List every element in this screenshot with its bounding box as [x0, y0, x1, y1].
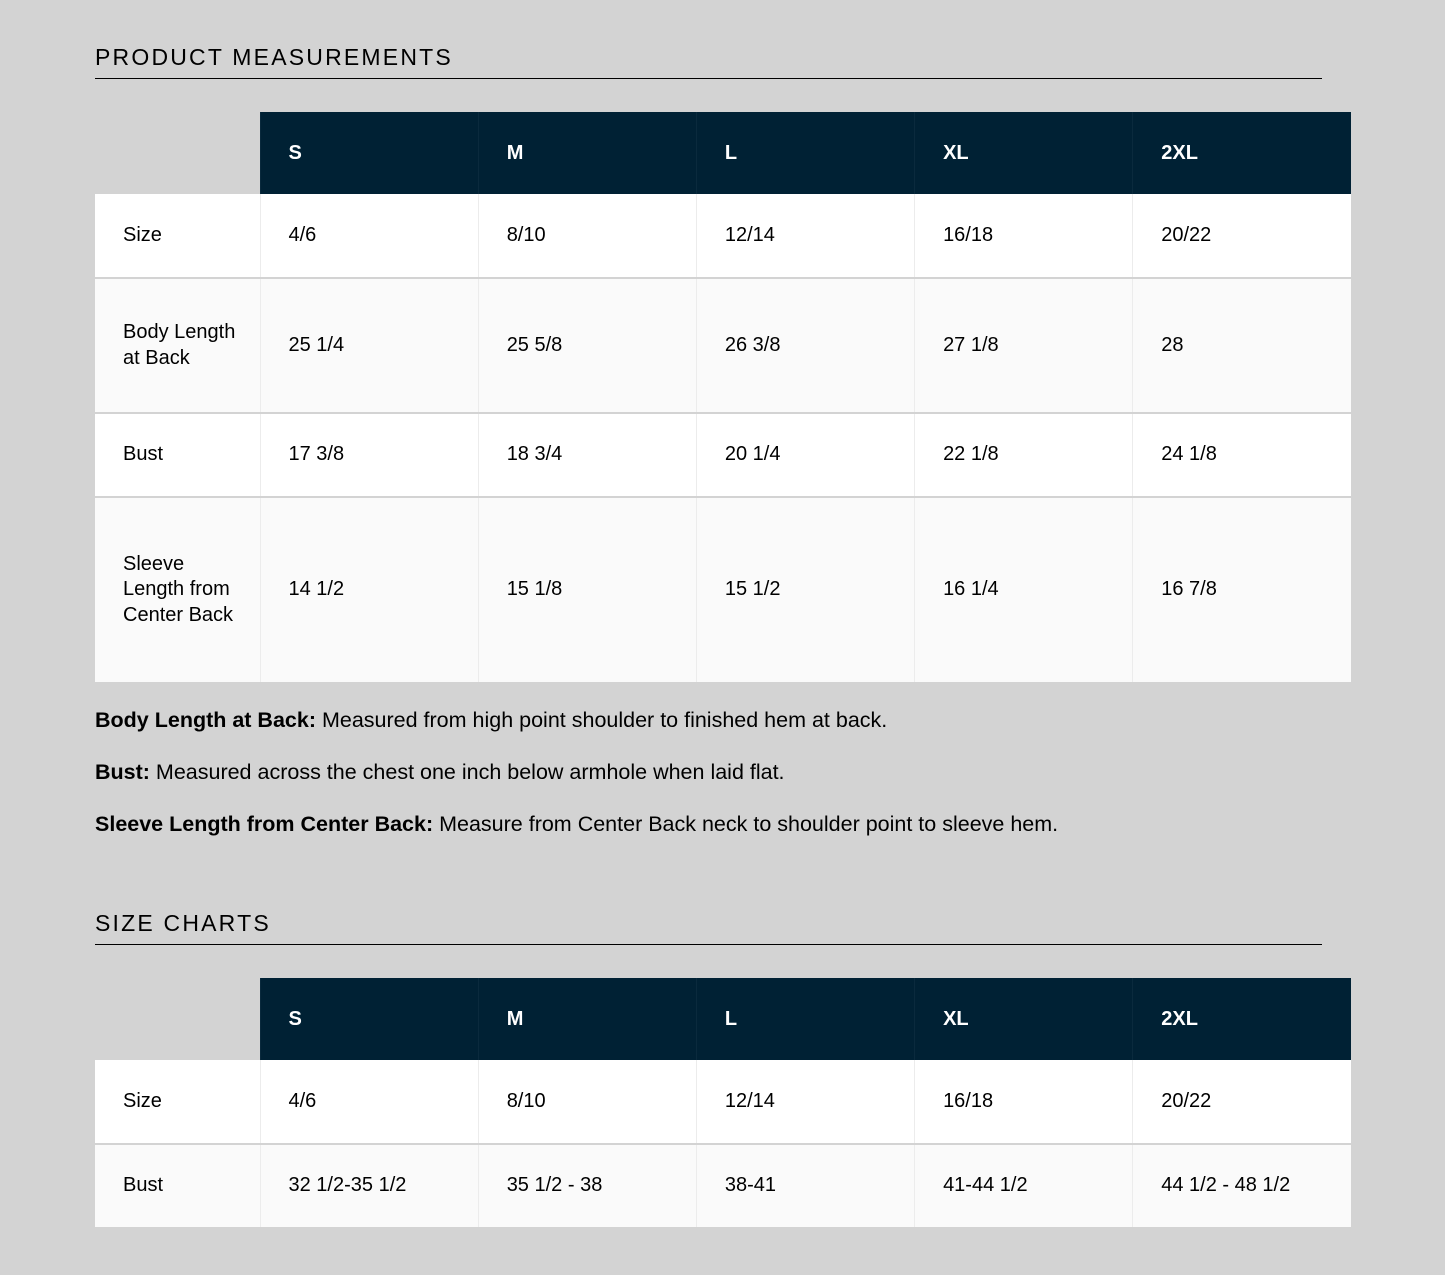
product-measurements-table [95, 112, 1351, 682]
size-column-header: L [696, 978, 914, 1060]
note-text: Measure from Center Back neck to shoulder point to sleeve hem. [433, 812, 1059, 836]
size-column-header: XL [915, 978, 1133, 1060]
row-label: Bust [123, 1174, 164, 1197]
note-bust [95, 759, 1351, 811]
table-cell: 18 3/4 [478, 413, 696, 497]
table-cell: 35 1/2 - 38 [478, 1144, 696, 1227]
size-column-header: S [260, 978, 478, 1060]
product-measurements-heading: PRODUCT MEASUREMENTS [95, 46, 1322, 79]
size-column-header: XL [915, 112, 1133, 194]
table-cell: 12/14 [696, 194, 914, 278]
table-cell: 27 1/8 [915, 278, 1133, 413]
table-row-body-length [95, 278, 1351, 413]
table-cell: 14 1/2 [260, 497, 478, 682]
table-cell: 25 1/4 [260, 278, 478, 413]
table-cell: 25 5/8 [478, 278, 696, 413]
table-cell: 4/6 [260, 194, 478, 278]
table-cell: 28 [1133, 278, 1351, 413]
table-header-row [95, 112, 1351, 194]
table-cell: 4/6 [260, 1060, 478, 1144]
row-label: Body Length at Back [123, 321, 236, 369]
table-cell: 20 1/4 [696, 413, 914, 497]
table-row-bust [95, 413, 1351, 497]
note-term: Sleeve Length from Center Back: [95, 812, 434, 836]
table-cell: 15 1/2 [696, 497, 914, 682]
row-label: Size [123, 223, 162, 246]
table-cell: 20/22 [1133, 194, 1351, 278]
measurement-notes [95, 707, 1351, 863]
table-cell: 38-41 [696, 1144, 914, 1227]
table-cell: 8/10 [478, 1060, 696, 1144]
size-column-header: M [478, 978, 696, 1060]
table-cell: 44 1/2 - 48 1/2 [1133, 1144, 1351, 1227]
table-cell: 26 3/8 [696, 278, 914, 413]
table-cell: 41-44 1/2 [915, 1144, 1133, 1227]
table-corner-cell [95, 112, 260, 194]
note-term: Body Length at Back: [95, 708, 316, 732]
table-row-size [95, 194, 1351, 278]
table-header-row [95, 978, 1351, 1060]
table-row-bust [95, 1144, 1351, 1227]
table-cell: 17 3/8 [260, 413, 478, 497]
size-column-header: 2XL [1133, 978, 1351, 1060]
table-cell: 16/18 [915, 1060, 1133, 1144]
table-cell: 15 1/8 [478, 497, 696, 682]
table-corner-cell [95, 978, 260, 1060]
table-cell: 16 1/4 [915, 497, 1133, 682]
size-charts-table [95, 978, 1351, 1227]
table-cell: 20/22 [1133, 1060, 1351, 1144]
table-row-sleeve-length [95, 497, 1351, 682]
note-sleeve-length [95, 811, 1351, 863]
size-column-header: 2XL [1133, 112, 1351, 194]
size-column-header: S [260, 112, 478, 194]
note-body-length [95, 707, 1351, 759]
size-column-header: M [478, 112, 696, 194]
table-cell: 16 7/8 [1133, 497, 1351, 682]
table-cell: 16/18 [915, 194, 1133, 278]
row-label: Bust [123, 443, 164, 466]
row-label: Sleeve Length from Center Back [123, 552, 234, 626]
note-term: Bust: [95, 760, 150, 784]
table-cell: 8/10 [478, 194, 696, 278]
size-column-header: L [696, 112, 914, 194]
table-cell: 32 1/2-35 1/2 [260, 1144, 478, 1227]
table-row-size [95, 1060, 1351, 1144]
row-label: Size [123, 1089, 162, 1112]
table-cell: 24 1/8 [1133, 413, 1351, 497]
note-text: Measured from high point shoulder to finished hem at back. [316, 708, 888, 732]
size-charts-heading: SIZE CHARTS [95, 912, 1322, 945]
table-cell: 22 1/8 [915, 413, 1133, 497]
table-cell: 12/14 [696, 1060, 914, 1144]
note-text: Measured across the chest one inch below armhole when laid flat. [149, 760, 785, 784]
